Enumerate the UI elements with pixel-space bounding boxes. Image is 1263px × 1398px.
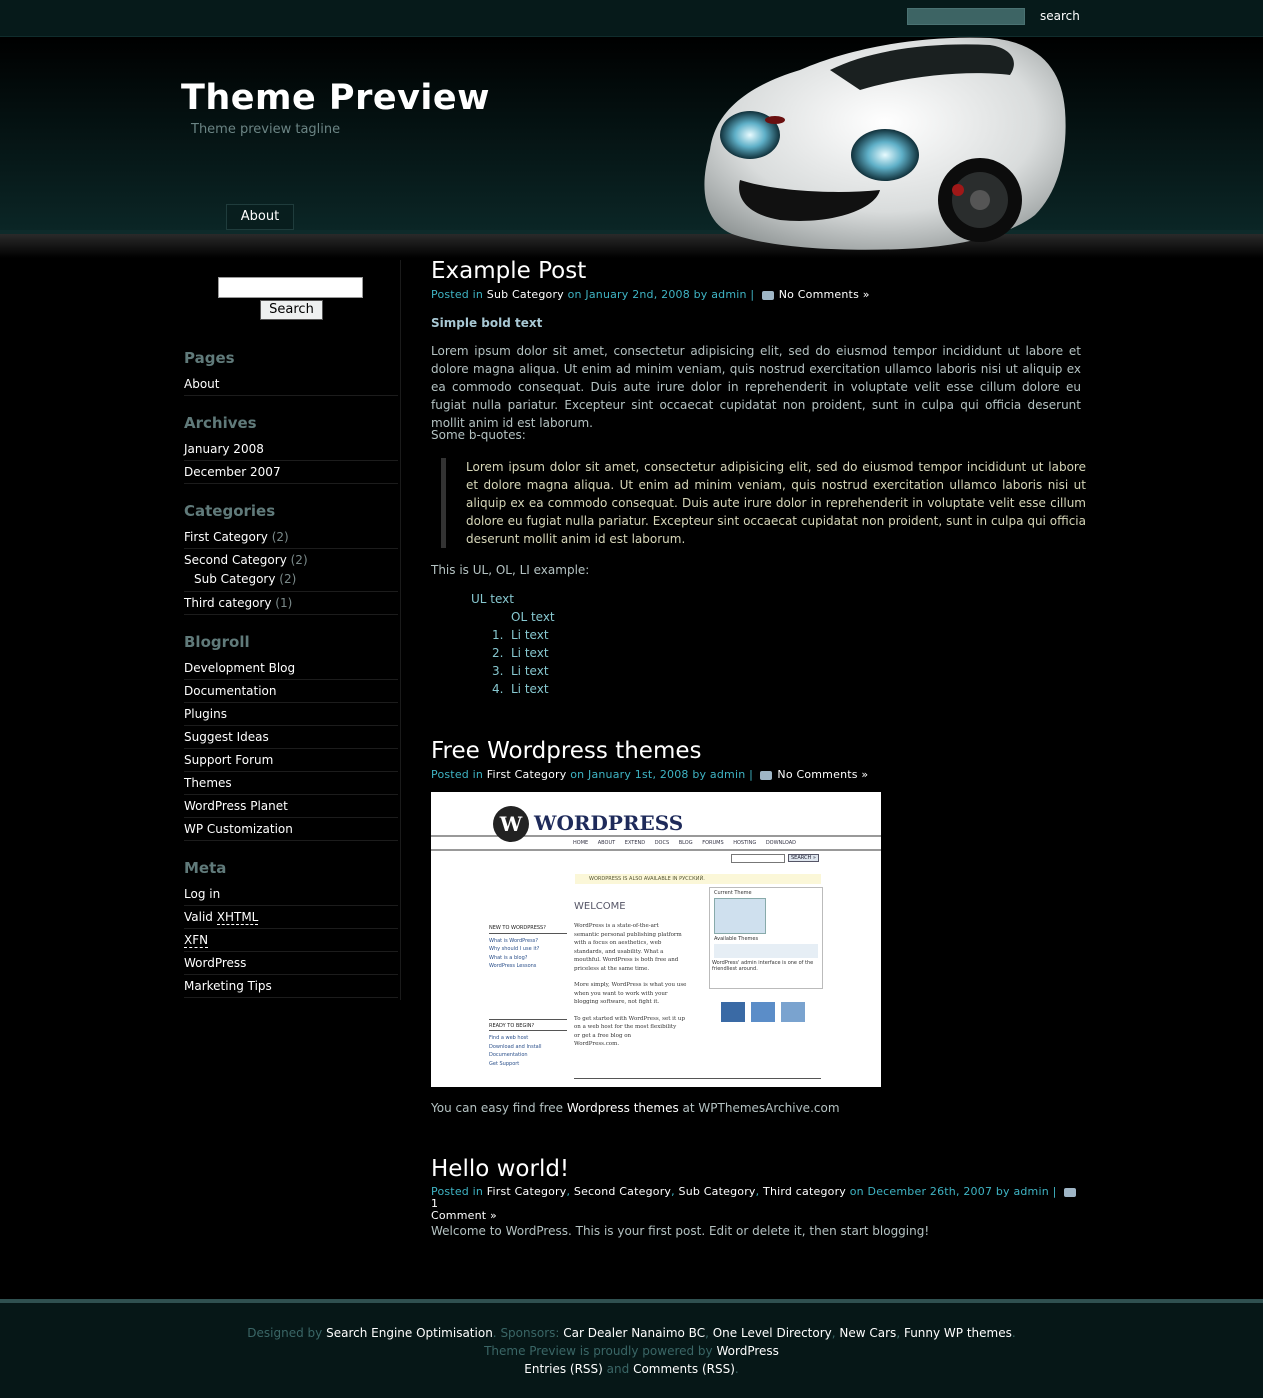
- archive-item-jan-2008[interactable]: January 2008: [184, 442, 398, 461]
- wp-body-line: blogging software, not fight it.: [574, 999, 660, 1005]
- post-date: on December 26th, 2007 by: [849, 1185, 1010, 1198]
- li-item: Li text: [511, 682, 549, 696]
- footer-powered: [0, 1344, 1263, 1358]
- post-text: You can easy find free: [431, 1101, 564, 1115]
- archive-item-dec-2007[interactable]: December 2007: [184, 465, 398, 484]
- top-search-button[interactable]: search: [1040, 9, 1080, 23]
- wordpress-link[interactable]: WordPress: [716, 1344, 779, 1358]
- sidebar-divider: [400, 260, 401, 1000]
- meta-valid-text: Valid: [184, 910, 213, 924]
- blogroll-link[interactable]: Suggest Ideas: [184, 730, 398, 749]
- category-label[interactable]: Third category: [184, 596, 272, 610]
- footer: [0, 1303, 1263, 1398]
- post-title[interactable]: Free Wordpress themes: [431, 738, 702, 764]
- header-shadow: [0, 234, 1263, 258]
- blogroll-link[interactable]: Support Forum: [184, 753, 398, 772]
- category-label[interactable]: First Category: [184, 530, 268, 544]
- li-number: 4.: [492, 682, 504, 696]
- post-category-link[interactable]: Sub Category: [486, 288, 564, 301]
- post-meta: [431, 768, 1081, 781]
- wp-left-link: Why should I use it?: [489, 946, 540, 952]
- wp-admin-caption-1: WordPress' admin interface is one of the: [712, 960, 814, 966]
- blogroll-link[interactable]: Plugins: [184, 707, 398, 726]
- comments-count[interactable]: 1: [431, 1197, 439, 1210]
- post-author: admin: [711, 288, 747, 301]
- wp-nav-item: DOCS: [654, 840, 670, 846]
- category-count: (1): [275, 596, 293, 610]
- post-title[interactable]: Hello world!: [431, 1156, 570, 1182]
- post-paragraph: [431, 1099, 1081, 1117]
- wp-body-line: standards, and usability. What a: [574, 948, 664, 955]
- wp-body-line: with a focus on aesthetics, web: [574, 940, 662, 946]
- posted-in-label: Posted in: [431, 768, 484, 781]
- wp-search-box: [731, 854, 785, 863]
- li-item: Li text: [511, 628, 549, 642]
- top-bar: [0, 0, 1263, 37]
- meta-separator: |: [750, 288, 755, 301]
- post-author: admin: [709, 768, 746, 781]
- blogroll-link[interactable]: Development Blog: [184, 661, 398, 680]
- wp-body-line: or get a free blog on: [574, 1032, 632, 1039]
- entries-rss-link[interactable]: Entries (RSS): [524, 1362, 603, 1376]
- posted-in-label: Posted in: [431, 1185, 484, 1198]
- comment-bubble-icon: [760, 771, 772, 780]
- wp-left-link: WordPress Lessons: [489, 963, 537, 969]
- category-count: (2): [271, 530, 289, 544]
- post-author: admin: [1013, 1185, 1049, 1198]
- pages-widget: [184, 349, 398, 391]
- wp-left-heading: READY TO BEGIN?: [489, 1022, 567, 1032]
- wp-thumb: [781, 1002, 805, 1022]
- post-date: on January 1st, 2008 by: [570, 768, 707, 781]
- meta-item-xfn[interactable]: [184, 933, 398, 952]
- meta-link-login[interactable]: Log in: [184, 887, 398, 906]
- category-label[interactable]: Second Category: [184, 553, 287, 567]
- wp-body-line: semantic personal publishing platform: [574, 931, 682, 938]
- meta-widget: [184, 859, 398, 993]
- blogroll-link[interactable]: WP Customization: [184, 822, 398, 841]
- blogroll-heading: Blogroll: [184, 633, 250, 651]
- comment-bubble-icon: [762, 291, 774, 300]
- post-bold-text: Simple bold text: [431, 316, 543, 330]
- meta-link-wordpress[interactable]: WordPress: [184, 956, 398, 975]
- wp-body-column: [574, 922, 704, 1049]
- post-text: at WPThemesArchive.com: [682, 1101, 840, 1115]
- wp-nav-item: BLOG: [678, 840, 693, 846]
- wp-left-link: What is WordPress?: [489, 937, 538, 944]
- meta-heading: Meta: [184, 859, 227, 877]
- sidebar-search-button[interactable]: Search: [260, 300, 323, 320]
- category-item[interactable]: [184, 530, 398, 549]
- category-count: (2): [279, 572, 297, 586]
- wp-welcome: WELCOME: [574, 901, 626, 912]
- post-date: on January 2nd, 2008 by: [567, 288, 708, 301]
- list-intro: This is UL, OL, LI example:: [431, 563, 590, 577]
- archives-heading: Archives: [184, 414, 257, 432]
- wp-body-line: mouthful. WordPress is both free and: [574, 957, 679, 963]
- meta-separator: |: [1052, 1185, 1057, 1198]
- post-category-link[interactable]: First Category: [486, 768, 567, 781]
- meta-item-valid-xhtml[interactable]: [184, 910, 398, 929]
- sponsor-link[interactable]: One Level Directory: [712, 1326, 832, 1340]
- designed-by-label: Designed by: [247, 1326, 323, 1340]
- wp-nav-item: EXTEND: [624, 840, 646, 846]
- comments-link[interactable]: No Comments »: [778, 288, 870, 301]
- wp-nav-item: FORUMS: [702, 840, 724, 846]
- wp-nav-item: DOWNLOAD: [765, 840, 797, 846]
- comment-bubble-icon: [1064, 1188, 1076, 1197]
- blogroll-link[interactable]: Documentation: [184, 684, 398, 703]
- wp-nav-item: ABOUT: [597, 840, 616, 846]
- comments-rss-link[interactable]: Comments (RSS): [633, 1362, 735, 1376]
- wp-left-link: What is a blog?: [489, 954, 528, 961]
- meta-link-marketing-tips[interactable]: Marketing Tips: [184, 979, 398, 998]
- categories-heading: Categories: [184, 502, 276, 520]
- blogroll-link[interactable]: Themes: [184, 776, 398, 795]
- wordpress-screenshot-image[interactable]: [431, 792, 881, 1087]
- wp-left-link: Get Support: [489, 1060, 520, 1067]
- post-paragraph: Welcome to WordPress. This is your first post. Edit or delete it, then start blogging!: [431, 1224, 930, 1238]
- archives-widget: [184, 414, 398, 479]
- sponsor-link[interactable]: Funny WP themes: [903, 1326, 1012, 1340]
- category-label[interactable]: Sub Category: [194, 572, 276, 586]
- wp-body-line: when you want to work with your: [574, 990, 668, 997]
- wp-available-themes-label: Available Themes: [714, 936, 759, 942]
- wp-left-column: [489, 924, 567, 1068]
- sponsors-label: Sponsors:: [500, 1326, 560, 1340]
- wp-body-line: More simply, WordPress is what you use: [574, 982, 687, 988]
- sidebar-search-input[interactable]: [218, 277, 363, 298]
- wp-body-line: To get started with WordPress, set it up: [574, 1015, 685, 1022]
- wp-themes-row: [714, 944, 818, 958]
- powered-by-text: Theme Preview is proudly powered by: [484, 1344, 713, 1358]
- wp-admin-caption-2: friendliest around.: [712, 966, 758, 972]
- seo-link[interactable]: Search Engine Optimisation: [326, 1326, 493, 1340]
- sponsor-link[interactable]: Car Dealer Nanaimo BC: [563, 1326, 706, 1340]
- footer-credits: Designed by Search Engine Optimisation. Sponsors: Car Dealer Nanaimo BC, One Level Directory, New Cars, Funny WP themes.: [247, 1326, 1016, 1340]
- wp-left-heading: NEW TO WORDPRESS?: [489, 924, 567, 934]
- meta-xfn-link[interactable]: XFN: [184, 933, 209, 947]
- pages-heading: Pages: [184, 349, 235, 367]
- ol-item: OL text: [511, 610, 555, 624]
- wp-body-line: on a web host for the most flexibility: [574, 1024, 677, 1030]
- bquote-intro: Some b-quotes:: [431, 428, 526, 442]
- post-category-link[interactable]: Third category: [763, 1185, 847, 1198]
- wp-current-theme-label: Current Theme: [714, 890, 752, 896]
- wp-nav-item: HOME: [573, 840, 589, 846]
- li-number: 2.: [492, 646, 504, 660]
- wordpress-themes-link[interactable]: Wordpress themes: [566, 1101, 679, 1115]
- wp-thumb: [751, 1002, 775, 1022]
- post-paragraph: Lorem ipsum dolor sit amet, consectetur adipisicing elit, sed do eiusmod tempor incididunt ut labore et dolore magna aliqua. Ut enim ad minim veniam, quis nostrud exercitation ullamco laboris nisi ut aliquip ex ea commodo consequat. Duis aute irure dolor in reprehenderit in voluptate velit esse cillum dolore eu fugiat nulla pariatur. Excepteur sint occaecat cupidatat non proident, sunt in culpa qui officia deserunt mollit anim id est laborum.: [431, 344, 1081, 430]
- svg-text:W: W: [499, 812, 523, 836]
- category-count: (2): [290, 553, 308, 567]
- ul-item: UL text: [471, 592, 514, 606]
- comments-link[interactable]: Comment »: [431, 1209, 497, 1222]
- wp-nav: [573, 840, 796, 846]
- post-category-link[interactable]: First Category: [486, 1185, 567, 1198]
- category-item[interactable]: [184, 596, 398, 615]
- site-title[interactable]: Theme Preview: [181, 78, 490, 118]
- footer-feeds: Entries (RSS) and Comments (RSS).: [524, 1362, 739, 1376]
- wp-logo-text: WORDPRESS: [534, 811, 684, 835]
- li-item: Li text: [511, 664, 549, 678]
- car-header-image: [690, 30, 1070, 255]
- post-category-link[interactable]: Sub Category: [678, 1185, 756, 1198]
- and-text: and: [606, 1362, 630, 1376]
- comments-link[interactable]: No Comments »: [777, 768, 869, 781]
- header: [0, 37, 1263, 232]
- wp-left-link: Download and Install: [489, 1043, 542, 1050]
- wp-theme-thumbnail: [714, 898, 766, 934]
- blogroll-widget: [184, 633, 398, 836]
- li-number: 1.: [492, 628, 504, 642]
- wp-thumb: [721, 1002, 745, 1022]
- wp-current-theme-panel: [709, 887, 823, 989]
- blogroll-link[interactable]: WordPress Planet: [184, 799, 398, 818]
- sponsor-link[interactable]: New Cars: [839, 1326, 897, 1340]
- meta-xhtml-link[interactable]: XHTML: [216, 910, 259, 924]
- posted-in-label: Posted in: [431, 288, 484, 301]
- wp-body-line: WordPress.com.: [574, 1041, 620, 1047]
- meta-separator: |: [749, 768, 753, 781]
- blockquote: Lorem ipsum dolor sit amet, consectetur adipisicing elit, sed do eiusmod tempor incididunt ut labore et dolore magna aliqua. Ut enim ad minim veniam, quis nostrud exercitation ullamco laboris nisi ut aliquip ex ea commodo consequat. Duis aute irure dolor in reprehenderit in voluptate velit esse cillum dolore eu fugiat nulla pariatur. Excepteur sint occaecat cupidatat non proident, sunt in culpa qui officia deserunt mollit anim id est laborum.: [441, 458, 1086, 548]
- post-title[interactable]: Example Post: [431, 258, 587, 284]
- wp-footer-rule: [574, 1078, 821, 1079]
- li-item: Li text: [511, 646, 549, 660]
- top-search-input[interactable]: [907, 8, 1025, 25]
- site-tagline: Theme preview tagline: [191, 122, 341, 137]
- nav-tab-about[interactable]: About: [226, 204, 294, 230]
- li-number: 3.: [492, 664, 504, 678]
- post-meta: [431, 288, 1081, 301]
- subcategory-item[interactable]: [194, 572, 296, 586]
- categories-widget: [184, 502, 398, 610]
- wp-body-line: priceless at the same time.: [574, 965, 650, 972]
- pages-item-about[interactable]: About: [184, 377, 398, 396]
- post-meta: Posted in First Category, Second Category, Sub Category, Third category on December 26th, 2007 by admin | 1 Comment »: [431, 1186, 1081, 1222]
- wp-notice: WORDPRESS IS ALSO AVAILABLE IN РУССКИЙ.: [575, 874, 821, 884]
- wp-left-link: Find a web host: [489, 1035, 529, 1041]
- post-category-link[interactable]: Second Category: [573, 1185, 672, 1198]
- wp-search-button: SEARCH »: [788, 854, 819, 862]
- wp-body-line: WordPress is a state-of-the-art: [574, 923, 659, 929]
- wp-left-link: Documentation: [489, 1052, 528, 1058]
- wp-nav-item: HOSTING: [733, 840, 757, 846]
